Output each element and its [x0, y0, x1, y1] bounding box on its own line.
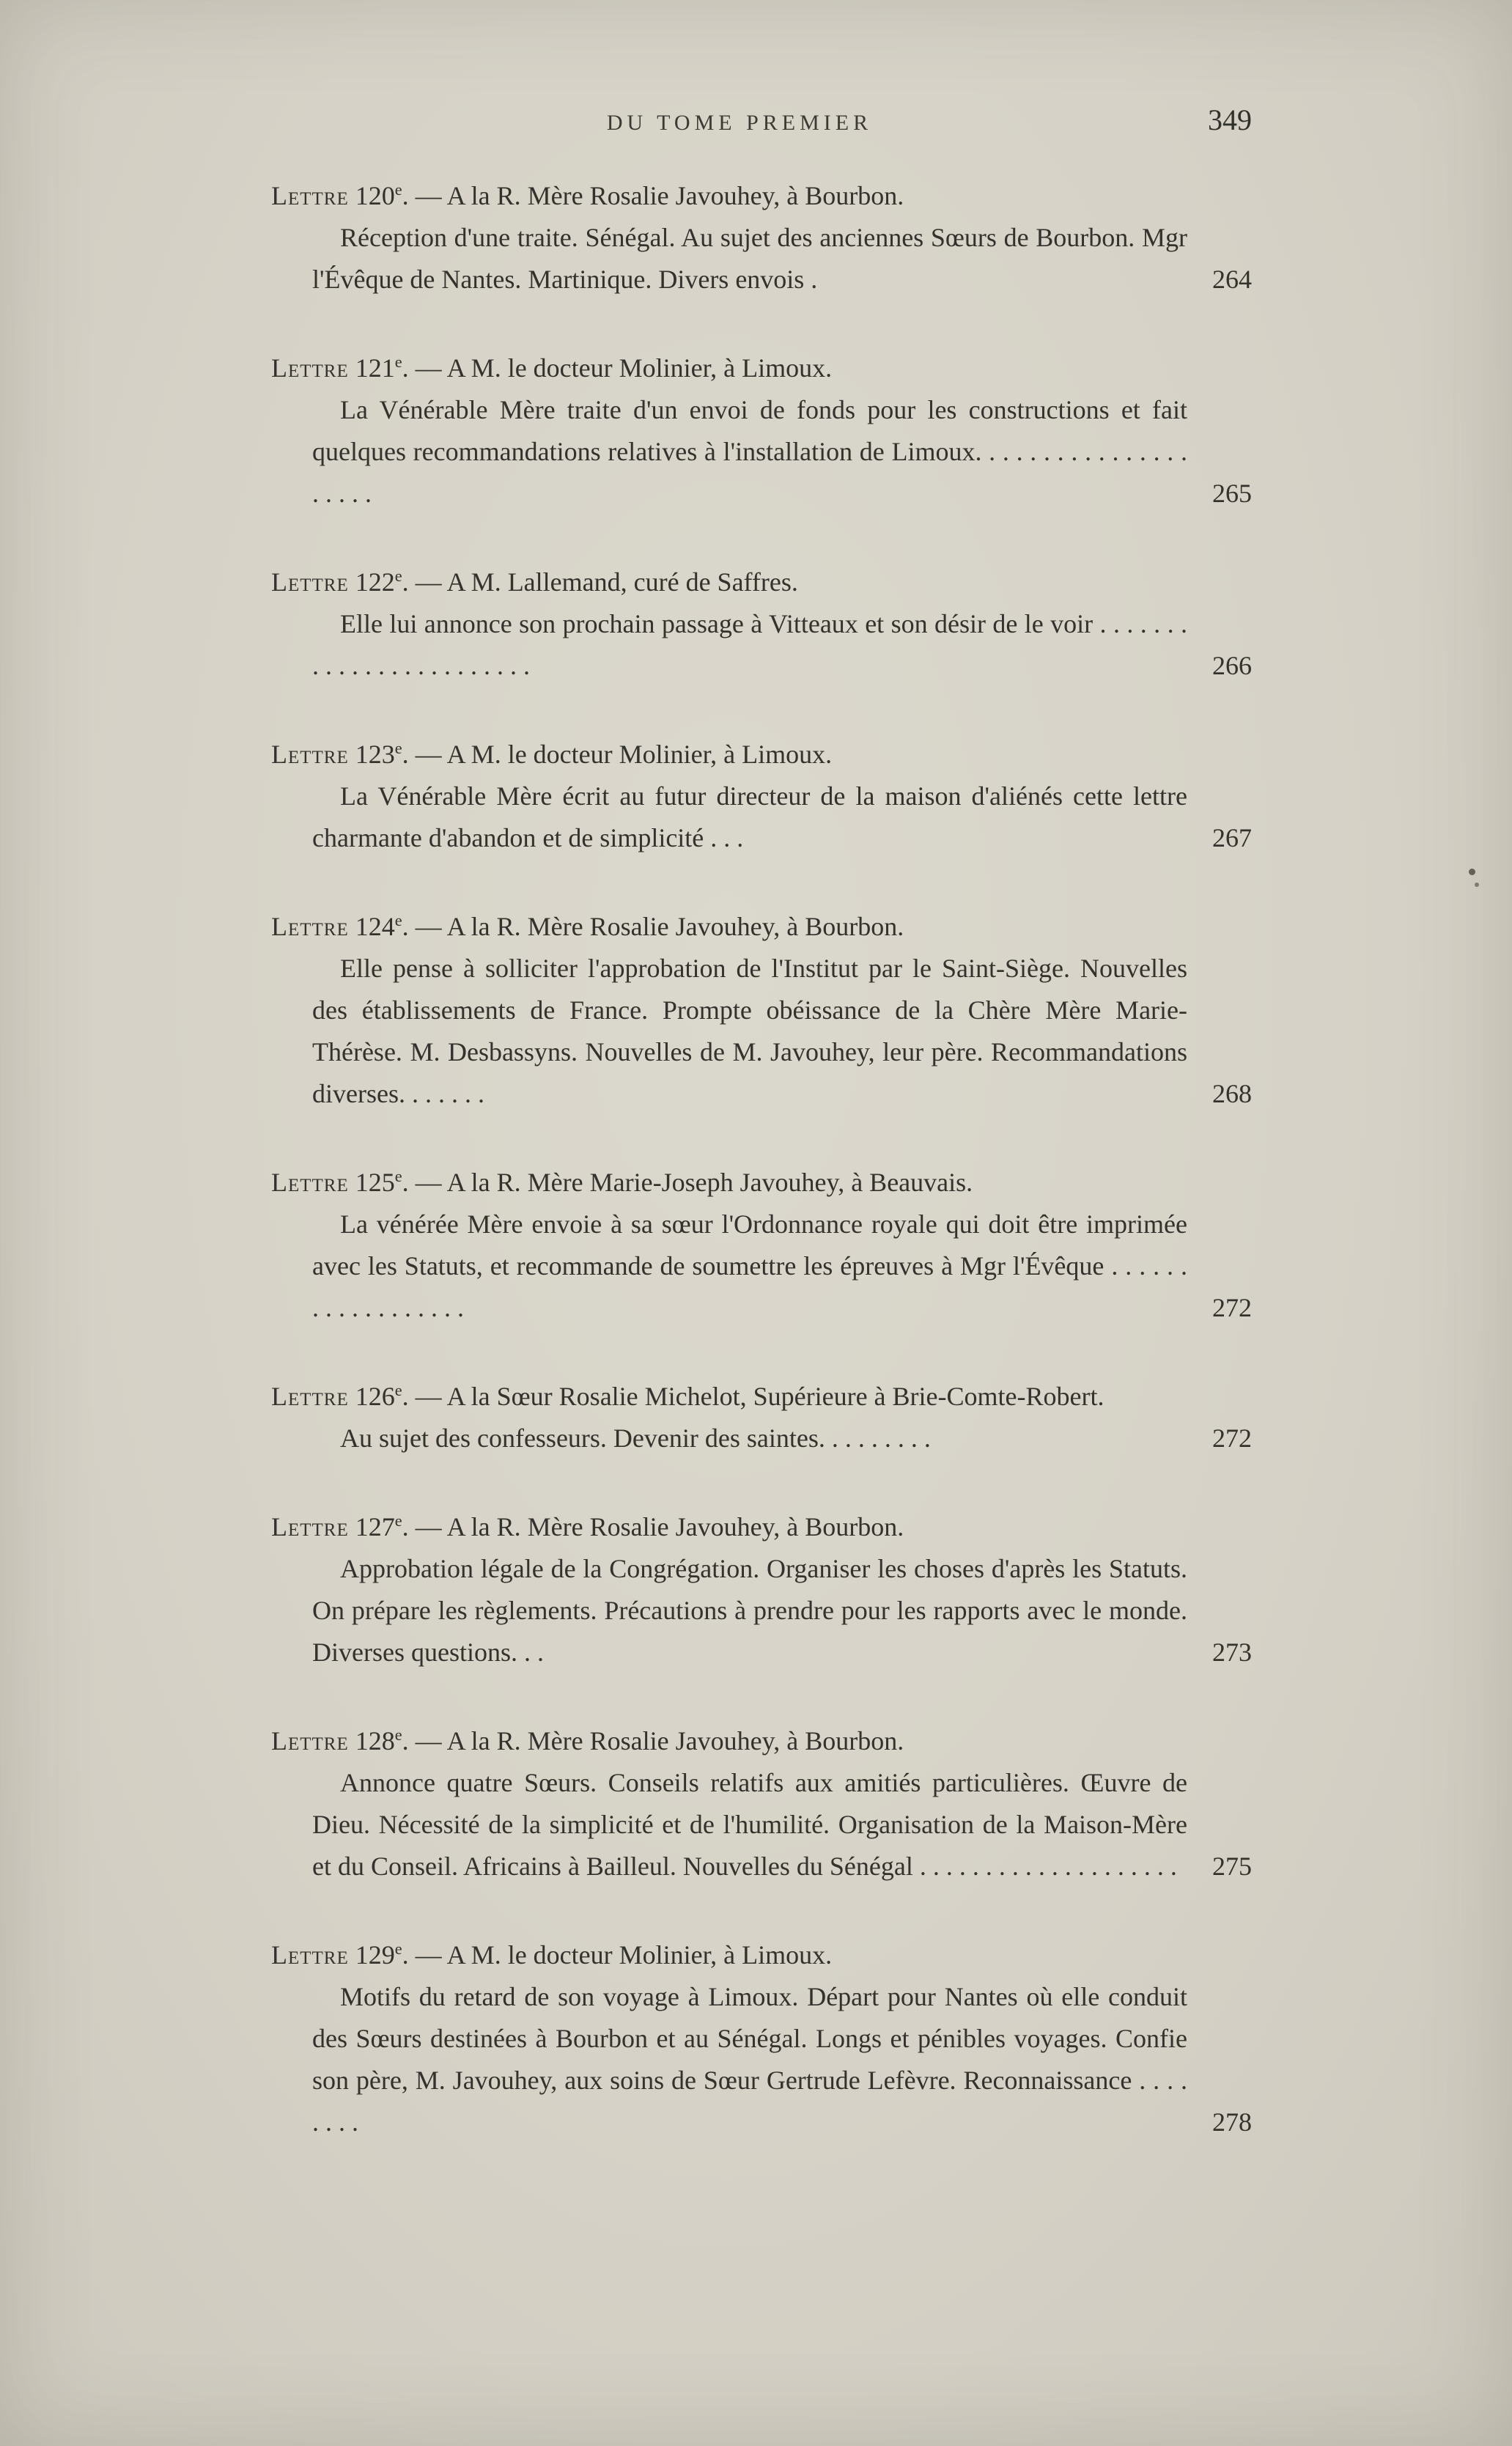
lettre-number: 129: [355, 1940, 395, 1970]
lettre-label: Lettre: [271, 1940, 349, 1970]
toc-entry-129: [271, 1934, 1252, 2143]
description-text: Annonce quatre Sœurs. Conseils relatifs aux amitiés particulières. Œuvre de Dieu. Nécessité de la simplicité et de l'humilité. Organisation de la Maison-Mère et du Conseil. Africains à Bailleul. Nouvelles du Sénégal . . . . . . . . . . . . . . . . . . . .: [312, 1768, 1187, 1881]
lettre-ordinal: e: [394, 1940, 402, 1958]
entry-page-ref: 265: [1212, 479, 1252, 508]
lettre-label: Lettre: [271, 1726, 349, 1756]
heading-addressee: . — A la R. Mère Rosalie Javouhey, à Bourbon.: [402, 1512, 904, 1541]
heading-addressee: . — A M. le docteur Molinier, à Limoux.: [402, 353, 833, 383]
lettre-number: 124: [355, 912, 395, 941]
entry-heading: [271, 906, 1252, 948]
heading-addressee: . — A la R. Mère Rosalie Javouhey, à Bourbon.: [402, 912, 904, 941]
entry-page-ref: 272: [1212, 1423, 1252, 1453]
lettre-ordinal: e: [394, 739, 402, 757]
toc-entry-127: [271, 1506, 1252, 1673]
lettre-label: Lettre: [271, 1512, 349, 1541]
entry-heading: [271, 1720, 1252, 1762]
running-header: [271, 103, 1252, 137]
lettre-label: Lettre: [271, 567, 349, 597]
lettre-label: Lettre: [271, 912, 349, 941]
entry-page-ref: 268: [1212, 1079, 1252, 1108]
entry-heading: [271, 1934, 1252, 1976]
entry-heading: [271, 1162, 1252, 1204]
description-text: La vénérée Mère envoie à sa sœur l'Ordonnance royale qui doit être imprimée avec les Statuts, et recommande de soumettre les épreuves à Mgr l'Évêque . . . . . . . . . . . . . . . . . .: [312, 1209, 1187, 1322]
heading-addressee: . — A la R. Mère Rosalie Javouhey, à Bourbon.: [402, 1726, 904, 1756]
description-text: Motifs du retard de son voyage à Limoux. Départ pour Nantes où elle conduit des Sœurs destinées à Bourbon et au Sénégal. Longs et pénibles voyages. Confie son père, M. Javouhey, aux soins de Sœur Gertrude Lefèvre. Reconnaissance . . . . . . . .: [312, 1982, 1187, 2137]
toc-entry-123: [271, 734, 1252, 859]
entry-heading: [271, 347, 1252, 389]
scan-artifact: [1469, 869, 1475, 875]
lettre-number: 127: [355, 1512, 395, 1541]
table-of-contents: [271, 103, 1252, 2143]
lettre-ordinal: e: [394, 567, 402, 585]
toc-entry-121: [271, 347, 1252, 515]
lettre-ordinal: e: [394, 353, 402, 371]
entry-page-ref: 278: [1212, 2107, 1252, 2137]
lettre-ordinal: e: [394, 911, 402, 929]
entry-page-ref: 266: [1212, 651, 1252, 680]
entry-heading: [271, 1376, 1252, 1418]
heading-addressee: . — A M. le docteur Molinier, à Limoux.: [402, 1940, 833, 1970]
lettre-ordinal: e: [394, 1725, 402, 1744]
entry-heading: [271, 175, 1252, 217]
lettre-ordinal: e: [394, 1381, 402, 1399]
entry-page-ref: 264: [1212, 265, 1252, 294]
description-text: La Vénérable Mère écrit au futur directeur de la maison d'aliénés cette lettre charmante d'abandon et de simplicité . . .: [312, 781, 1187, 852]
heading-addressee: . — A M. le docteur Molinier, à Limoux.: [402, 740, 833, 769]
entry-description: [312, 217, 1252, 301]
heading-addressee: . — A M. Lallemand, curé de Saffres.: [402, 567, 798, 597]
heading-addressee: . — A la R. Mère Rosalie Javouhey, à Bourbon.: [402, 181, 904, 210]
description-text: Approbation légale de la Congrégation. Organiser les choses d'après les Statuts. On prépare les règlements. Précautions à prendre pour les rapports avec le monde. Diverses questions. . .: [312, 1554, 1187, 1667]
entry-description: [312, 1204, 1252, 1329]
lettre-ordinal: e: [394, 1511, 402, 1530]
lettre-label: Lettre: [271, 353, 349, 383]
lettre-number: 122: [355, 567, 395, 597]
entry-heading: [271, 561, 1252, 603]
entry-description: [312, 389, 1252, 515]
lettre-number: 121: [355, 353, 395, 383]
scan-artifact: [1475, 883, 1479, 887]
entry-description: [312, 948, 1252, 1115]
entry-page-ref: 275: [1212, 1852, 1252, 1881]
lettre-number: 128: [355, 1726, 395, 1756]
description-text: Elle pense à solliciter l'approbation de l'Institut par le Saint-Siège. Nouvelles des établissements de France. Prompte obéissance de la Chère Mère Marie-Thérèse. M. Desbassyns. Nouvelles de M. Javouhey, leur père. Recommandations diverses. . . . . . .: [312, 954, 1187, 1108]
description-text: Au sujet des confesseurs. Devenir des saintes. . . . . . . . .: [340, 1423, 931, 1453]
entry-heading: [271, 734, 1252, 776]
toc-entry-125: [271, 1162, 1252, 1329]
entry-description: [312, 1976, 1252, 2143]
toc-entry-122: [271, 561, 1252, 687]
entry-heading: [271, 1506, 1252, 1548]
entry-page-ref: 273: [1212, 1638, 1252, 1667]
toc-entry-126: [271, 1376, 1252, 1459]
entry-page-ref: 272: [1212, 1293, 1252, 1322]
entry-page-ref: 267: [1212, 823, 1252, 852]
entry-description: [312, 1418, 1252, 1459]
running-header-title: DU TOME PREMIER: [606, 111, 873, 135]
entry-description: [312, 1548, 1252, 1673]
lettre-number: 126: [355, 1382, 395, 1411]
lettre-ordinal: e: [394, 180, 402, 199]
heading-addressee: . — A la Sœur Rosalie Michelot, Supérieure à Brie-Comte-Robert.: [402, 1382, 1105, 1411]
toc-entry-128: [271, 1720, 1252, 1887]
heading-addressee: . — A la R. Mère Marie-Joseph Javouhey, à Beauvais.: [402, 1168, 973, 1197]
entry-description: [312, 776, 1252, 859]
entry-description: [312, 603, 1252, 687]
lettre-ordinal: e: [394, 1167, 402, 1185]
toc-entry-120: [271, 175, 1252, 301]
lettre-number: 120: [355, 181, 395, 210]
lettre-number: 123: [355, 740, 395, 769]
lettre-label: Lettre: [271, 181, 349, 210]
description-text: Elle lui annonce son prochain passage à Vitteaux et son désir de le voir . . . . . . . . . . . . . . . . . . . . . . . .: [312, 609, 1187, 680]
description-text: La Vénérable Mère traite d'un envoi de fonds pour les constructions et fait quelques recommandations relatives à l'installation de Limoux. . . . . . . . . . . . . . . . . . . . .: [312, 395, 1187, 508]
lettre-number: 125: [355, 1168, 395, 1197]
lettre-label: Lettre: [271, 1382, 349, 1411]
page-number: 349: [1208, 103, 1252, 136]
toc-entry-124: [271, 906, 1252, 1115]
description-text: Réception d'une traite. Sénégal. Au sujet des anciennes Sœurs de Bourbon. Mgr l'Évêque de Nantes. Martinique. Divers envois .: [312, 223, 1187, 294]
lettre-label: Lettre: [271, 740, 349, 769]
entry-description: [312, 1762, 1252, 1887]
lettre-label: Lettre: [271, 1168, 349, 1197]
